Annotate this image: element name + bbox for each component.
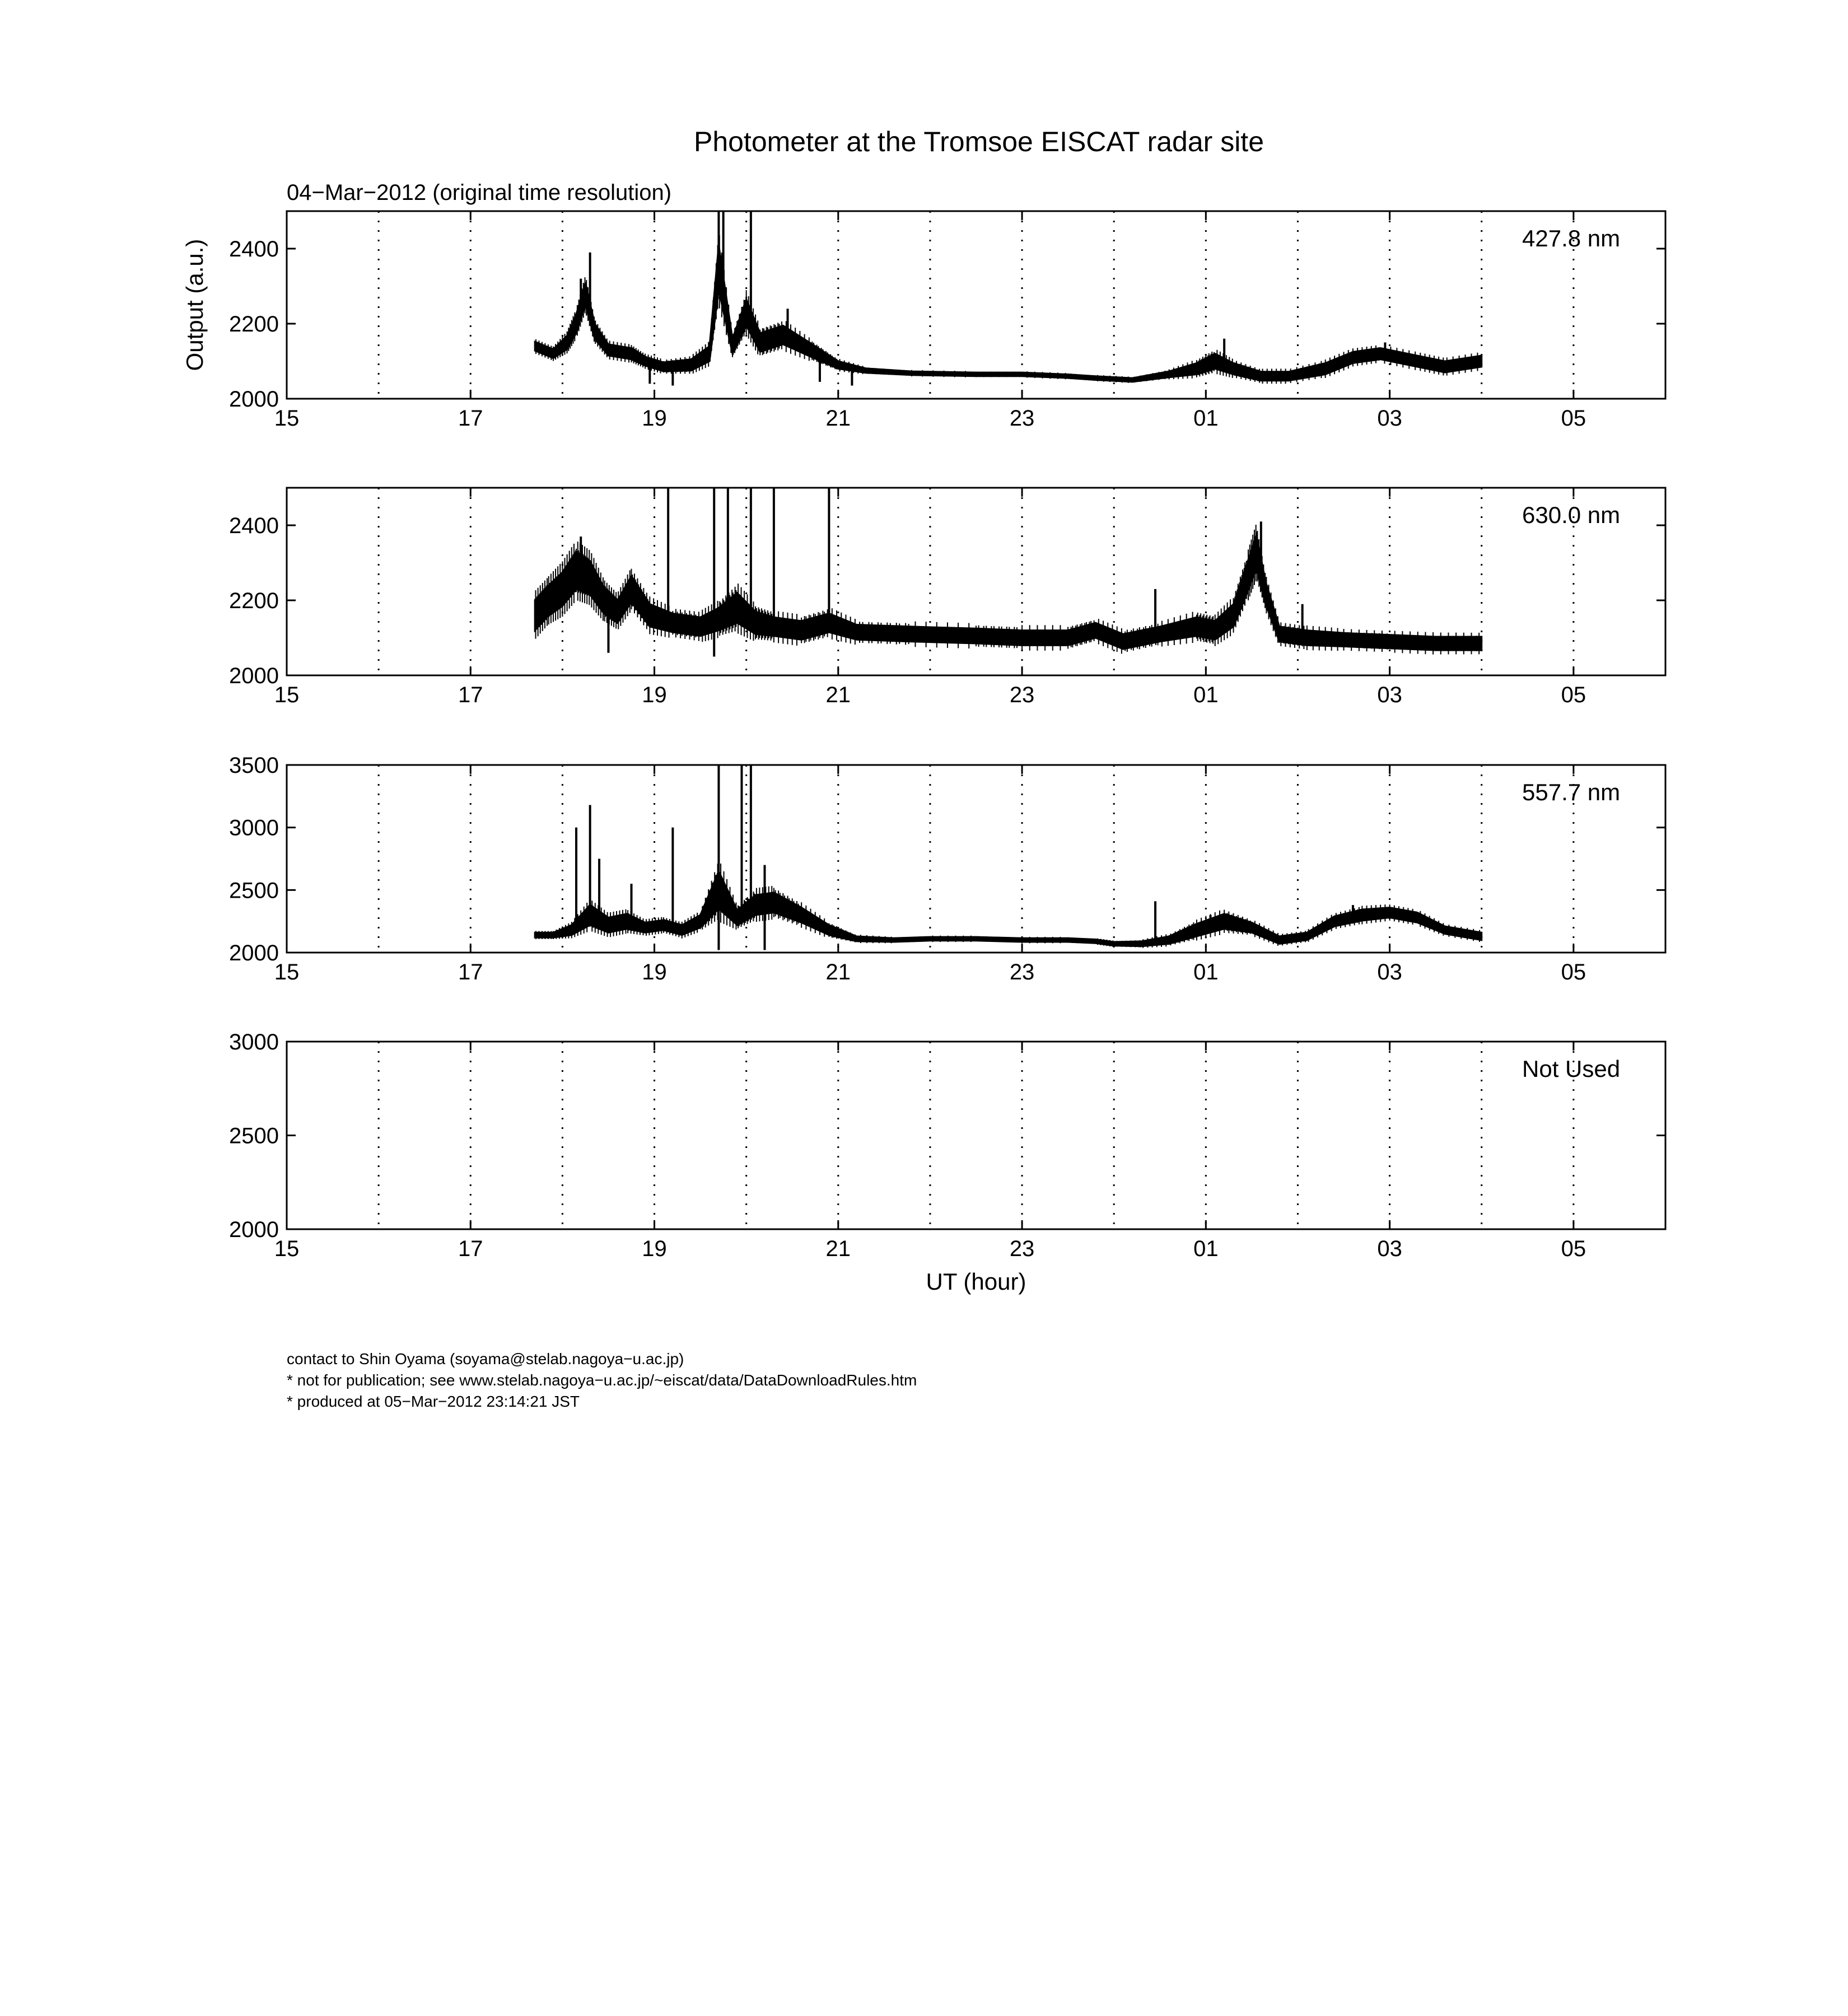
x-tick-label: 15 bbox=[274, 406, 300, 431]
axes-frame bbox=[287, 765, 1665, 953]
series-group bbox=[535, 765, 1482, 950]
x-tick-label: 05 bbox=[1561, 1236, 1586, 1261]
x-tick-label: 01 bbox=[1193, 960, 1219, 984]
x-tick-label: 03 bbox=[1377, 1236, 1402, 1261]
x-tick-label: 05 bbox=[1561, 406, 1586, 431]
chart-title: Photometer at the Tromsoe EISCAT radar site bbox=[693, 126, 1264, 157]
x-tick-label: 03 bbox=[1377, 960, 1402, 984]
y-tick-label: 2000 bbox=[229, 941, 279, 965]
x-tick-label: 19 bbox=[642, 683, 667, 707]
x-tick-label: 19 bbox=[642, 960, 667, 984]
x-tick-label: 15 bbox=[274, 683, 300, 707]
footer-rules: * not for publication; see www.stelab.nagoya−u.ac.jp/~eiscat/data/DataDownloadRules.htm bbox=[287, 1371, 917, 1389]
wavelength-label: 427.8 nm bbox=[1522, 225, 1621, 251]
panel-1 bbox=[181, 211, 1665, 431]
x-tick-label: 05 bbox=[1561, 683, 1586, 707]
y-tick-label: 2500 bbox=[229, 1123, 279, 1149]
axes-frame bbox=[287, 1042, 1665, 1229]
x-tick-label: 23 bbox=[1009, 683, 1035, 707]
x-tick-label: 21 bbox=[825, 406, 851, 431]
x-tick-label: 01 bbox=[1193, 406, 1219, 431]
y-tick-label: 2000 bbox=[229, 664, 279, 688]
series-group bbox=[535, 488, 1482, 657]
y-tick-label: 2000 bbox=[229, 1217, 279, 1242]
wavelength-label: 557.7 nm bbox=[1522, 779, 1621, 805]
series-group bbox=[535, 211, 1482, 386]
x-tick-label: 01 bbox=[1193, 683, 1219, 707]
x-axis-label: UT (hour) bbox=[926, 1268, 1026, 1295]
x-tick-label: 21 bbox=[825, 1236, 851, 1261]
x-tick-label: 03 bbox=[1377, 406, 1402, 431]
y-tick-label: 2400 bbox=[229, 237, 279, 262]
x-tick-label: 17 bbox=[458, 683, 483, 707]
y-tick-label: 2400 bbox=[229, 514, 279, 538]
x-tick-label: 05 bbox=[1561, 960, 1586, 984]
x-tick-label: 21 bbox=[825, 683, 851, 707]
panel-2 bbox=[229, 488, 1665, 707]
wavelength-label: 630.0 nm bbox=[1522, 502, 1621, 528]
y-tick-label: 2200 bbox=[229, 312, 279, 337]
y-tick-label: 2500 bbox=[229, 878, 279, 903]
wavelength-label: Not Used bbox=[1522, 1056, 1621, 1082]
x-tick-label: 03 bbox=[1377, 683, 1402, 707]
x-tick-label: 19 bbox=[642, 1236, 667, 1261]
x-tick-label: 01 bbox=[1193, 1236, 1219, 1261]
x-tick-label: 23 bbox=[1009, 406, 1035, 431]
y-tick-label: 2000 bbox=[229, 387, 279, 412]
series-envelope bbox=[535, 871, 1482, 946]
y-tick-label: 3500 bbox=[229, 753, 279, 778]
footer-contact: contact to Shin Oyama (soyama@stelab.nagoya−u.ac.jp) bbox=[287, 1350, 684, 1368]
x-tick-label: 15 bbox=[274, 1236, 300, 1261]
x-tick-label: 19 bbox=[642, 406, 667, 431]
x-tick-label: 15 bbox=[274, 960, 300, 984]
x-tick-label: 23 bbox=[1009, 1236, 1035, 1261]
x-tick-label: 17 bbox=[458, 960, 483, 984]
x-tick-label: 23 bbox=[1009, 960, 1035, 984]
panel-3 bbox=[229, 753, 1665, 984]
footer-produced: * produced at 05−Mar−2012 23:14:21 JST bbox=[287, 1393, 580, 1410]
y-axis-label: Output (a.u.) bbox=[181, 239, 208, 371]
panels bbox=[181, 211, 1665, 1295]
y-tick-label: 2200 bbox=[229, 589, 279, 613]
x-tick-label: 17 bbox=[458, 406, 483, 431]
panel-4 bbox=[229, 1030, 1665, 1295]
x-tick-label: 17 bbox=[458, 1236, 483, 1261]
y-tick-label: 3000 bbox=[229, 1030, 279, 1054]
y-tick-label: 3000 bbox=[229, 815, 279, 841]
x-tick-label: 21 bbox=[825, 960, 851, 984]
chart-subtitle: 04−Mar−2012 (original time resolution) bbox=[287, 180, 672, 205]
